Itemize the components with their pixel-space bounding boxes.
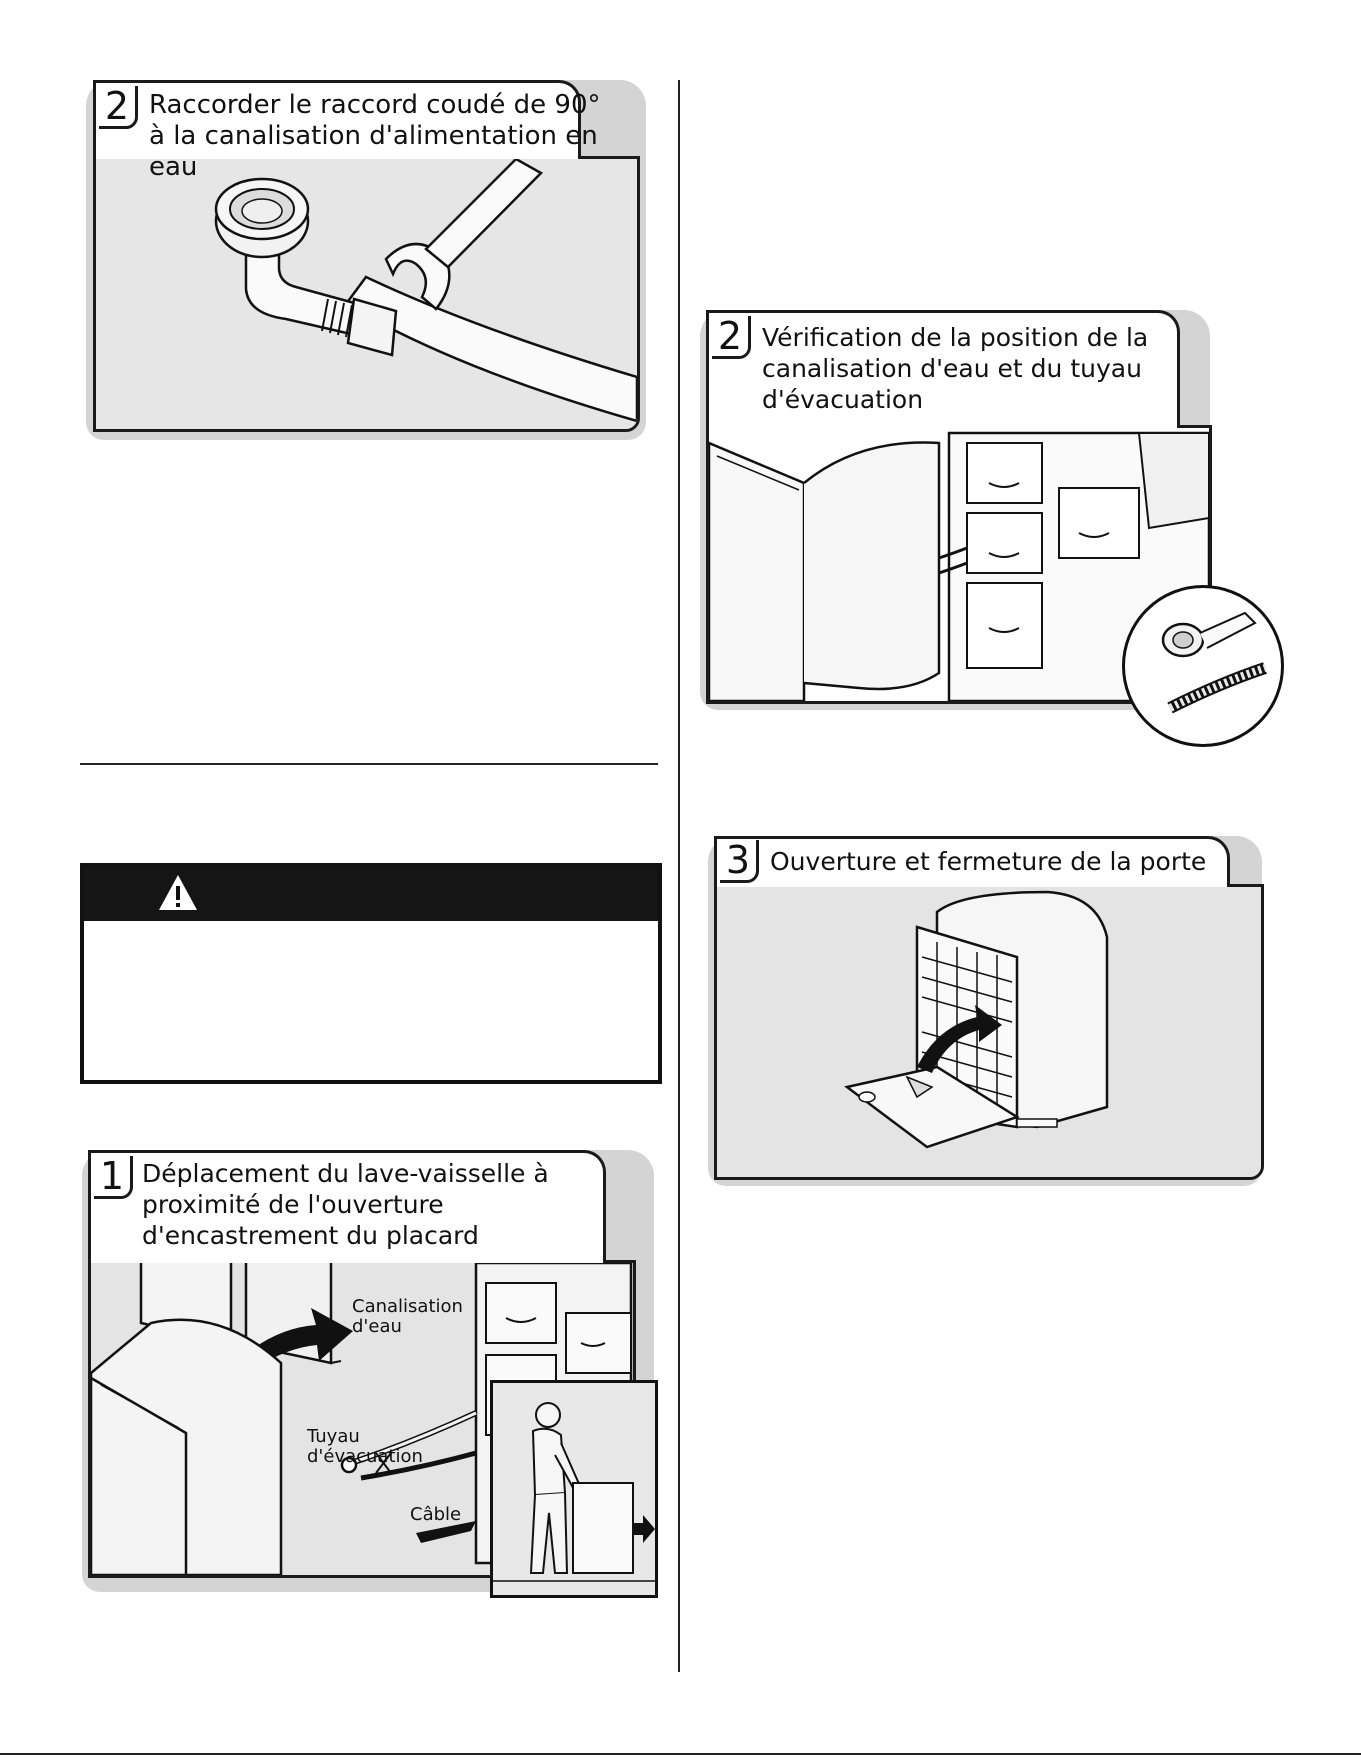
inset-person-moving-dishwasher — [490, 1380, 658, 1598]
section-divider — [80, 763, 658, 765]
label-drain-hose: Tuyau d'évacuation — [307, 1426, 423, 1467]
page-bottom-rule — [0, 1753, 1361, 1755]
step-title: Vérification de la position de la canalisation d'eau et du tuyau d'évacuation — [762, 323, 1149, 414]
step-title: Déplacement du lave-vaisselle à proximité de l'ouverture d'encastrement du placard — [142, 1159, 549, 1250]
step-connect-elbow-illustration — [93, 156, 640, 432]
warning-box — [80, 863, 662, 1084]
label-cable: Câble — [410, 1504, 462, 1525]
step-title: Ouverture et fermeture de la porte — [770, 847, 1207, 876]
warning-header — [84, 867, 658, 921]
warning-triangle-icon — [156, 872, 200, 914]
step-open-close-door-illustration — [714, 884, 1264, 1180]
step-number: 2 — [99, 86, 138, 129]
column-divider — [678, 80, 680, 1672]
inset-connections-magnifier — [1122, 585, 1284, 747]
step-title: Raccorder le raccord coudé de 90° à la canalisation d'alimentation en eau — [149, 90, 601, 182]
step-open-close-door-panel — [708, 836, 1262, 1186]
step-connect-elbow-panel — [86, 80, 646, 440]
step-number: 2 — [712, 316, 751, 359]
label-water-line: Canalisation d'eau — [352, 1296, 463, 1337]
step-number: 1 — [94, 1156, 133, 1199]
step-number: 3 — [720, 840, 759, 883]
